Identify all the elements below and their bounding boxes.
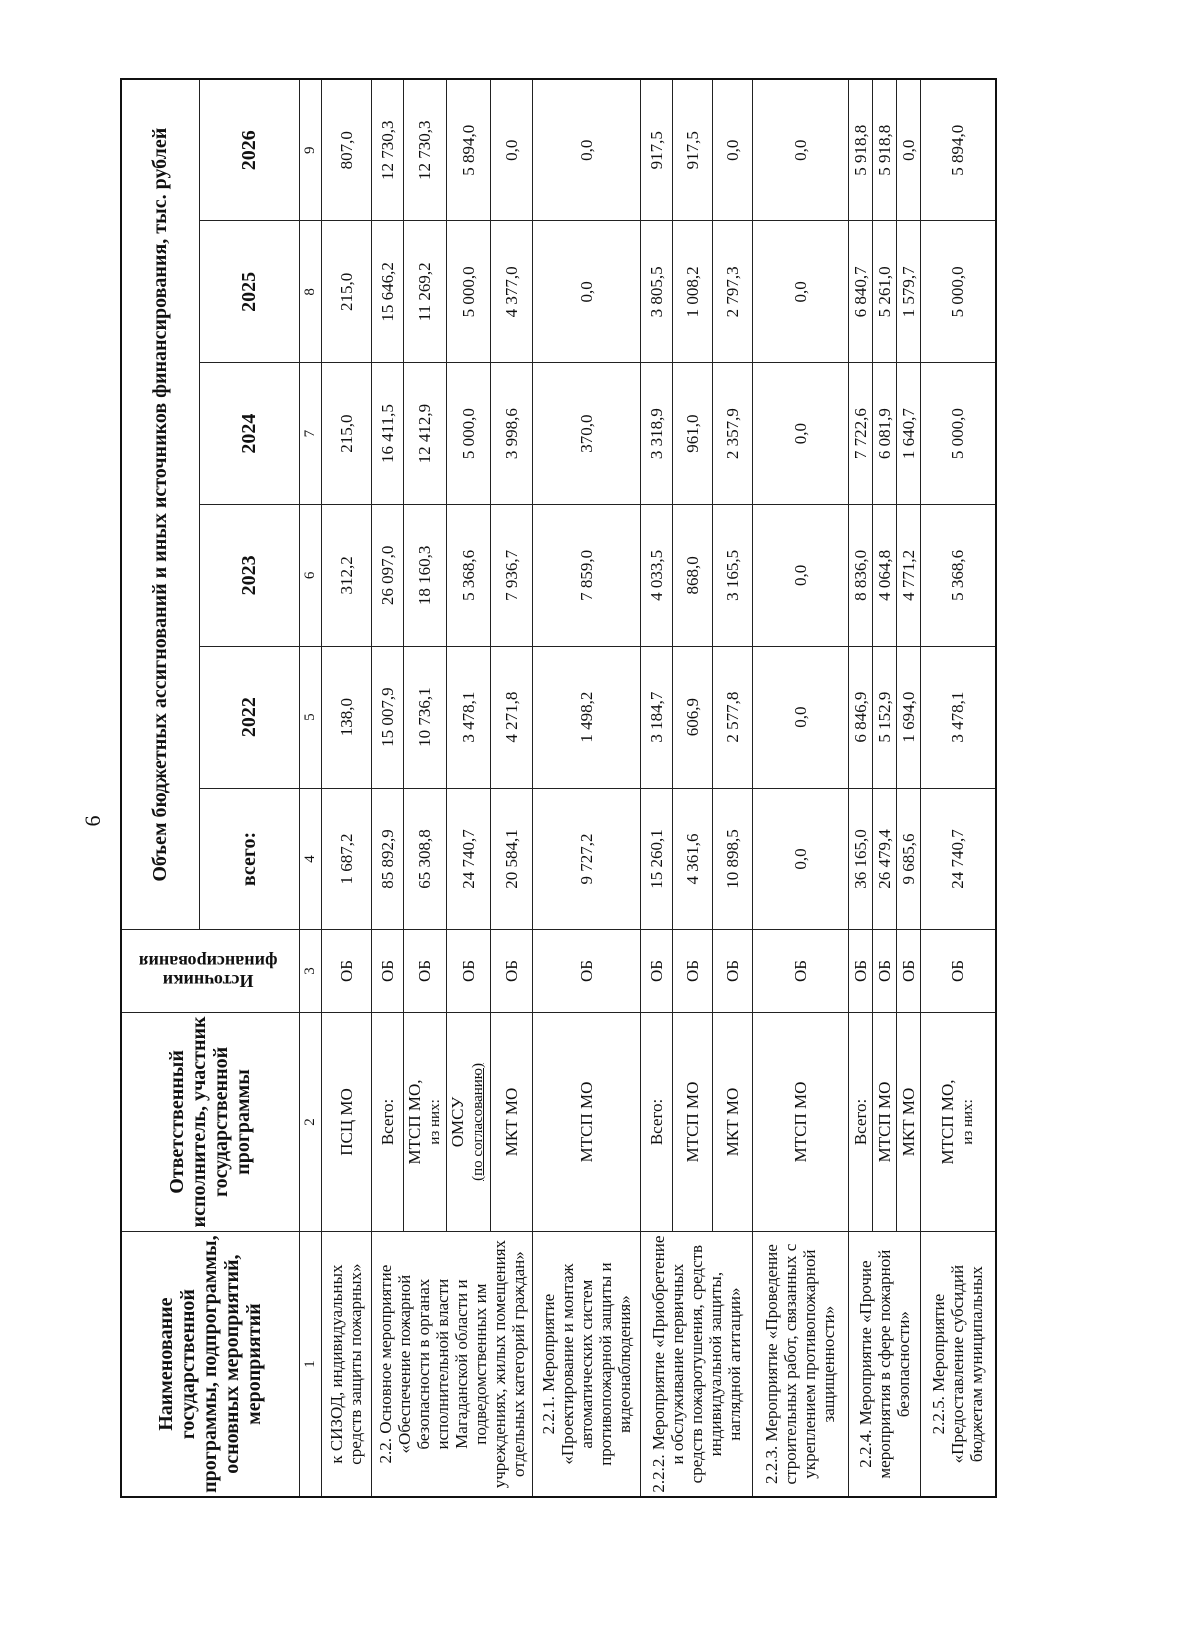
row-source: ОБ (872, 930, 896, 1012)
row-source: ОБ (712, 930, 752, 1012)
row-value: 0,0 (752, 79, 848, 221)
col-number: 2 (299, 1012, 321, 1232)
row-value: 7 936,7 (490, 505, 532, 647)
row-source: ОБ (403, 930, 446, 1012)
col-number: 7 (299, 363, 321, 505)
row-value: 20 584,1 (490, 788, 532, 930)
table-row (532, 79, 640, 1497)
row-source: ОБ (490, 930, 532, 1012)
row-source: ОБ (672, 930, 712, 1012)
row-value: 868,0 (672, 505, 712, 647)
row-value: 15 007,9 (371, 646, 403, 788)
row-value: 4 361,6 (672, 788, 712, 930)
col-number: 6 (299, 505, 321, 647)
header-col-exec: Ответственный исполнитель, участник государственной программы (121, 1012, 299, 1232)
row-exec: ПСЦ МО (321, 1012, 371, 1232)
row-name: к СИЗОД, индивидуальных средств защиты пожарных» (321, 1232, 371, 1497)
table-row (321, 79, 371, 1497)
table-row (752, 79, 848, 1497)
row-value: 85 892,9 (371, 788, 403, 930)
row-value: 11 269,2 (403, 221, 446, 363)
row-value: 370,0 (532, 363, 640, 505)
row-value: 2 797,3 (712, 221, 752, 363)
row-value: 4 771,2 (896, 505, 920, 647)
row-value: 10 898,5 (712, 788, 752, 930)
row-value: 2 357,9 (712, 363, 752, 505)
row-value: 807,0 (321, 79, 371, 221)
row-value: 215,0 (321, 363, 371, 505)
row-value: 3 184,7 (640, 646, 672, 788)
row-exec: МТСП МО (672, 1012, 712, 1232)
row-value: 5 368,6 (920, 505, 996, 647)
col-number: 4 (299, 788, 321, 930)
row-exec: МТСП МО (752, 1012, 848, 1232)
row-value: 606,9 (672, 646, 712, 788)
row-name: 2.2.3. Мероприятие «Проведение строительных работ, связанных с укреплением противопожарной защищенности» (752, 1232, 848, 1497)
row-source: ОБ (752, 930, 848, 1012)
row-value: 4 377,0 (490, 221, 532, 363)
row-value: 26 479,4 (872, 788, 896, 930)
row-value: 6 840,7 (848, 221, 872, 363)
row-value: 5 894,0 (920, 79, 996, 221)
col-number: 5 (299, 646, 321, 788)
header-year-total: всего: (199, 788, 299, 930)
row-value: 917,5 (672, 79, 712, 221)
row-value: 36 165,0 (848, 788, 872, 930)
row-exec: МКТ МО (490, 1012, 532, 1232)
rotated-table-container (120, 78, 1015, 1498)
row-exec: МКТ МО (896, 1012, 920, 1232)
row-value: 961,0 (672, 363, 712, 505)
row-name: 2.2.2. Мероприятие «Приобретение и обслуживание первичных средств пожаротушения, средств индивидуальной защиты, наглядной агитации» (640, 1232, 752, 1497)
row-exec: МТСП МО, из них: (403, 1012, 446, 1232)
row-value: 5 152,9 (872, 646, 896, 788)
row-value: 12 412,9 (403, 363, 446, 505)
column-numbers-row (299, 79, 321, 1497)
col-number: 1 (299, 1232, 321, 1497)
row-source: ОБ (848, 930, 872, 1012)
row-value: 15 260,1 (640, 788, 672, 930)
row-source: ОБ (321, 930, 371, 1012)
header-col-name: Наименование государственной программы, подпрограммы, основных мероприятий, мероприятий (121, 1232, 299, 1497)
row-value: 0,0 (532, 79, 640, 221)
row-value: 24 740,7 (920, 788, 996, 930)
header-row-1 (121, 79, 199, 1497)
row-name: 2.2.1. Мероприятие «Проектирование и монтаж автоматических систем противопожарной защиты и видеонаблюдения» (532, 1232, 640, 1497)
header-funding: Объем бюджетных ассигнований и иных источников финансирования, тыс. рублей (121, 79, 199, 930)
row-exec: Всего: (848, 1012, 872, 1232)
row-exec: ОМСУ (по согласованию) (446, 1012, 490, 1232)
header-year-2024: 2024 (199, 363, 299, 505)
header-year-2022: 2022 (199, 646, 299, 788)
table-row (920, 79, 996, 1497)
row-value: 5 918,8 (848, 79, 872, 221)
row-value: 0,0 (752, 363, 848, 505)
row-exec: МТСП МО (872, 1012, 896, 1232)
row-value: 7 722,6 (848, 363, 872, 505)
col-number: 9 (299, 79, 321, 221)
row-value: 26 097,0 (371, 505, 403, 647)
col-number: 8 (299, 221, 321, 363)
row-value: 138,0 (321, 646, 371, 788)
row-value: 4 064,8 (872, 505, 896, 647)
row-value: 5 894,0 (446, 79, 490, 221)
funding-table (120, 78, 997, 1498)
row-value: 0,0 (752, 788, 848, 930)
row-value: 0,0 (712, 79, 752, 221)
header-year-2023: 2023 (199, 505, 299, 647)
row-value: 3 318,9 (640, 363, 672, 505)
col-number: 3 (299, 930, 321, 1012)
row-value: 215,0 (321, 221, 371, 363)
row-source: ОБ (446, 930, 490, 1012)
row-exec: МТСП МО, из них: (920, 1012, 996, 1232)
header-year-2026: 2026 (199, 79, 299, 221)
row-value: 12 730,3 (371, 79, 403, 221)
row-value: 12 730,3 (403, 79, 446, 221)
row-value: 0,0 (752, 646, 848, 788)
row-value: 1 640,7 (896, 363, 920, 505)
table-row (371, 79, 403, 1497)
row-value: 917,5 (640, 79, 672, 221)
row-value: 5 000,0 (446, 363, 490, 505)
row-value: 5 000,0 (920, 363, 996, 505)
row-value: 0,0 (752, 505, 848, 647)
row-value: 0,0 (532, 221, 640, 363)
row-source: ОБ (920, 930, 996, 1012)
row-source: ОБ (371, 930, 403, 1012)
row-exec: Всего: (371, 1012, 403, 1232)
row-value: 5 000,0 (920, 221, 996, 363)
row-value: 5 000,0 (446, 221, 490, 363)
row-value: 3 478,1 (446, 646, 490, 788)
table-row (848, 79, 872, 1497)
row-value: 5 918,8 (872, 79, 896, 221)
row-value: 3 478,1 (920, 646, 996, 788)
row-value: 1 008,2 (672, 221, 712, 363)
row-value: 6 846,9 (848, 646, 872, 788)
row-value: 3 998,6 (490, 363, 532, 505)
table-row (640, 79, 672, 1497)
row-value: 16 411,5 (371, 363, 403, 505)
row-value: 15 646,2 (371, 221, 403, 363)
row-value: 2 577,8 (712, 646, 752, 788)
row-value: 312,2 (321, 505, 371, 647)
row-source: ОБ (896, 930, 920, 1012)
row-value: 4 271,8 (490, 646, 532, 788)
row-value: 1 579,7 (896, 221, 920, 363)
row-value: 9 727,2 (532, 788, 640, 930)
row-value: 0,0 (896, 79, 920, 221)
row-exec: МКТ МО (712, 1012, 752, 1232)
row-value: 18 160,3 (403, 505, 446, 647)
row-value: 4 033,5 (640, 505, 672, 647)
row-source: ОБ (532, 930, 640, 1012)
row-value: 1 498,2 (532, 646, 640, 788)
row-value: 7 859,0 (532, 505, 640, 647)
header-col-source: Источники финансирования (121, 930, 299, 1012)
row-value: 3 805,5 (640, 221, 672, 363)
row-name: 2.2.5. Мероприятие «Предоставление субсидий бюджетам муниципальных (920, 1232, 996, 1497)
row-source: ОБ (640, 930, 672, 1012)
row-exec: МТСП МО (532, 1012, 640, 1232)
row-value: 6 081,9 (872, 363, 896, 505)
row-exec: Всего: (640, 1012, 672, 1232)
header-year-2025: 2025 (199, 221, 299, 363)
row-value: 65 308,8 (403, 788, 446, 930)
row-value: 0,0 (490, 79, 532, 221)
row-value: 10 736,1 (403, 646, 446, 788)
row-value: 1 694,0 (896, 646, 920, 788)
row-value: 8 836,0 (848, 505, 872, 647)
row-value: 24 740,7 (446, 788, 490, 930)
row-value: 3 165,5 (712, 505, 752, 647)
row-value: 0,0 (752, 221, 848, 363)
page-number: 6 (80, 815, 105, 827)
row-value: 1 687,2 (321, 788, 371, 930)
row-value: 5 368,6 (446, 505, 490, 647)
row-name: 2.2. Основное мероприятие «Обеспечение пожарной безопасности в органах исполнительной власти Магаданской области и подведомственных им учреждениях, жилых помещениях отдельных категорий граждан» (371, 1232, 532, 1497)
row-value: 9 685,6 (896, 788, 920, 930)
row-value: 5 261,0 (872, 221, 896, 363)
row-name: 2.2.4. Мероприятие «Прочие мероприятия в сфере пожарной безопасности» (848, 1232, 920, 1497)
